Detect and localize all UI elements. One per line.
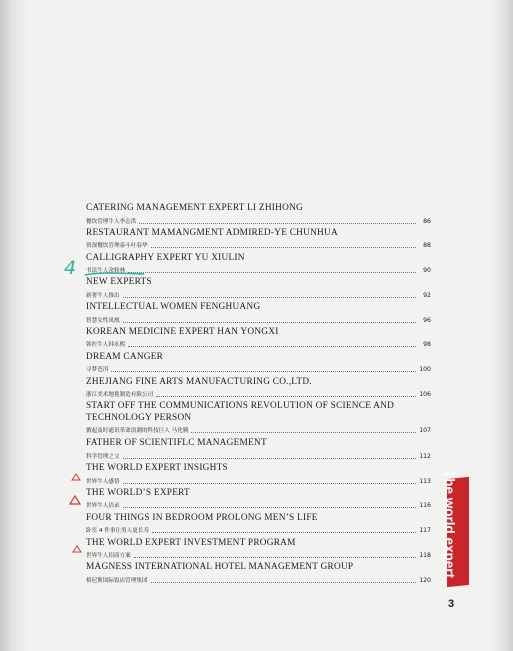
entry-subtitle: 韩医牛人韩永熙	[86, 342, 126, 349]
dot-leader	[151, 582, 416, 583]
entry-page-number: 113	[419, 477, 431, 485]
entry-title-continued: TECHNOLOGY PERSON	[86, 412, 192, 423]
entry-page-number: 116	[419, 502, 431, 510]
entry-page-number: 118	[419, 552, 431, 560]
dot-leader	[111, 371, 416, 372]
entry-title: CALLIGRAPHY EXPERT YU XIULIN	[86, 252, 245, 263]
entry-subtitle: 餐饮管理牛人李志洪	[86, 218, 137, 225]
dot-leader	[123, 458, 416, 459]
side-banner-title: The world expert	[442, 470, 457, 579]
entry-subtitle: 新奢牛人推出	[86, 292, 120, 299]
triangle-icon	[72, 474, 80, 480]
entry-title: START OFF THE COMMUNICATIONS REVOLUTION OF SCIENCE AND	[86, 401, 395, 412]
entry-title: FATHER OF SCIENTIFLC MANAGEMENT	[86, 438, 267, 449]
toc-entry	[86, 203, 431, 228]
entry-title: THE WORLD EXPERT INVESTMENT PROGRAM	[86, 537, 296, 548]
toc-entry	[86, 513, 431, 538]
handwritten-underline-mark	[84, 270, 146, 278]
toc-entry	[86, 377, 431, 402]
triangle-icon	[70, 496, 80, 504]
entry-title: DREAM CANGER	[86, 351, 164, 362]
entry-title: RESTAURANT MAMANGMENT ADMIRED-YE CHUNHUA	[86, 227, 338, 238]
entry-title: MAGNESS INTERNATIONAL HOTEL MANAGEMENT GROUP	[86, 562, 354, 573]
entry-page-number: 100	[419, 366, 431, 374]
entry-subtitle: 智慧女性凤凰	[86, 317, 120, 324]
handwritten-number: 4	[64, 257, 77, 279]
entry-page-number: 107	[419, 427, 431, 435]
dot-leader	[123, 322, 416, 323]
entry-title: KOREAN MEDICINE EXPERT HAN YONGXI	[86, 326, 279, 337]
toc-entry	[86, 438, 431, 463]
entry-page-number: 117	[419, 527, 431, 535]
entry-subtitle: 世界牛人感悟	[86, 478, 120, 485]
dot-leader	[128, 346, 416, 347]
entry-title: NEW EXPERTS	[86, 277, 152, 288]
toc-entry	[86, 401, 431, 438]
dot-leader	[134, 557, 416, 558]
entry-subtitle: 科学管理之父	[86, 453, 120, 460]
entry-page-number: 96	[423, 316, 431, 324]
entry-title: FOUR THINGS IN BEDROOM PROLONG MEN’S LIFE	[86, 512, 318, 523]
page-number: 3	[448, 598, 455, 610]
dot-leader	[128, 272, 416, 273]
dot-leader	[191, 432, 416, 433]
entry-subtitle: 书法牛人余修林	[86, 268, 126, 275]
toc-entry	[86, 327, 431, 352]
page-edge-shadow	[491, 0, 513, 651]
entry-page-number: 106	[419, 391, 431, 399]
dot-leader	[123, 297, 416, 298]
dot-leader	[152, 532, 416, 533]
toc-entry	[86, 228, 431, 253]
entry-page-number: 90	[423, 267, 431, 275]
entry-subtitle: 世界牛人招商方案	[86, 553, 131, 560]
dot-leader	[156, 396, 416, 397]
toc-entry	[86, 352, 431, 377]
toc-entry	[86, 302, 431, 327]
entry-page-number: 92	[423, 291, 431, 299]
entry-title: ZHEJIANG FINE ARTS MANUFACTURING CO.,LTD.	[86, 376, 312, 387]
entry-title: INTELLECTUAL WOMEN FENGHUANG	[86, 302, 261, 313]
underline-stroke	[85, 273, 144, 275]
entry-title: THE WORLD’S EXPERT	[86, 487, 190, 498]
toc-entry	[86, 488, 431, 513]
red-triangle-mark	[72, 545, 82, 554]
entry-subtitle: 世界牛人语录	[86, 503, 120, 510]
entry-page-number: 98	[423, 341, 431, 349]
dot-leader	[151, 247, 416, 248]
table-of-contents	[86, 203, 431, 587]
entry-page-number: 86	[423, 217, 431, 225]
triangle-icon	[73, 546, 81, 552]
dot-leader	[123, 483, 416, 484]
page-binding-shadow	[0, 0, 28, 651]
dot-leader	[139, 223, 416, 224]
toc-entry	[86, 463, 431, 488]
toc-entry	[86, 277, 431, 302]
red-triangle-mark	[70, 472, 82, 482]
toc-entry	[86, 562, 431, 587]
entry-subtitle: 卧室 4 件事让男人更长寿	[86, 528, 150, 535]
entry-page-number: 88	[423, 242, 431, 250]
entry-title: THE WORLD EXPERT INSIGHTS	[86, 463, 228, 474]
entry-subtitle: 资深餐饮管理泰斗叶春华	[86, 243, 148, 250]
dot-leader	[123, 507, 416, 508]
entry-page-number: 112	[419, 452, 431, 460]
entry-subtitle: 寻梦苍洱	[86, 367, 109, 374]
entry-page-number: 120	[419, 576, 431, 584]
toc-entry	[86, 538, 431, 563]
entry-subtitle: 掀起及时通讯革命浪潮的科技巨人 马化腾	[86, 428, 189, 435]
entry-subtitle: 格尼斯国际饭店管理集团	[86, 577, 148, 584]
red-triangle-mark	[68, 494, 82, 506]
entry-title: CATERING MANAGEMENT EXPERT LI ZHIHONG	[86, 203, 303, 213]
entry-subtitle: 浙江美术地毯制造有限公司	[86, 392, 154, 399]
